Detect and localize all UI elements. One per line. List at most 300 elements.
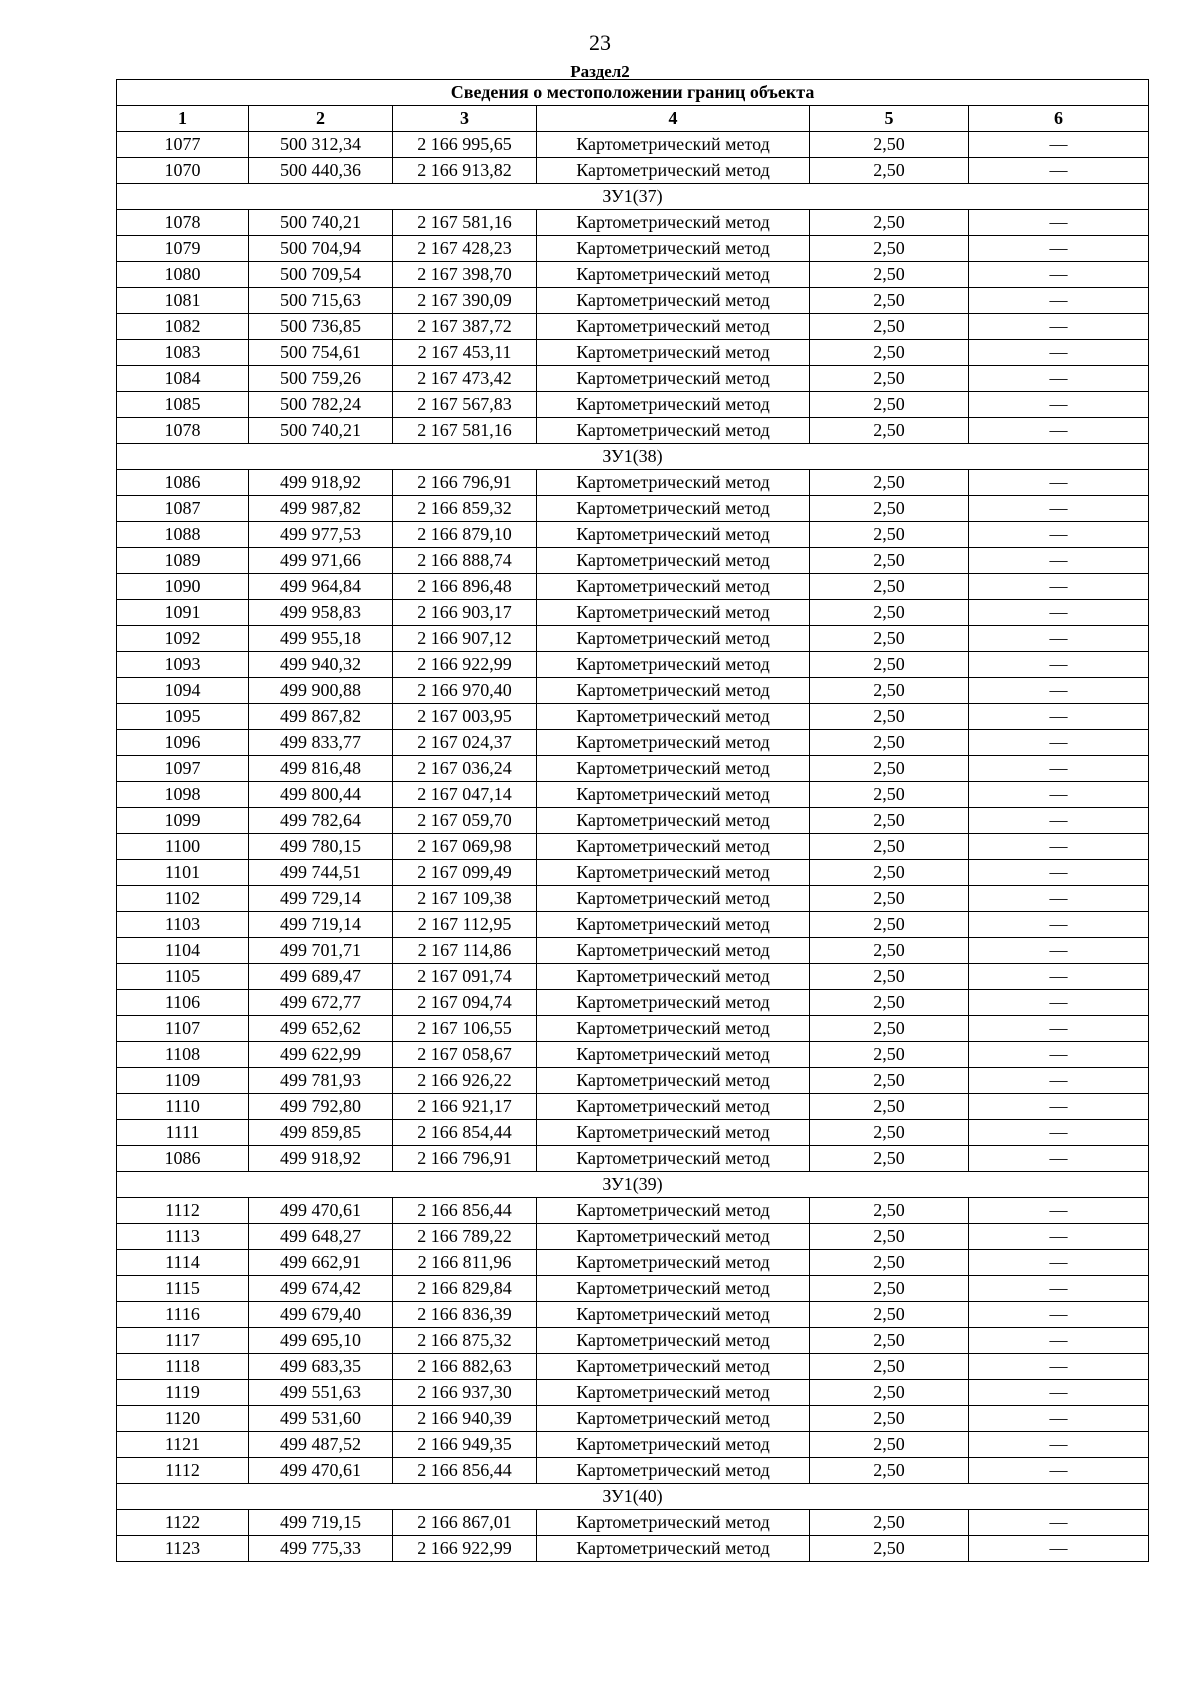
y-coordinate-cell: 2 166 903,17 xyxy=(393,600,537,626)
y-coordinate-cell: 2 167 106,55 xyxy=(393,1016,537,1042)
point-number-cell: 1113 xyxy=(117,1224,249,1250)
table-row xyxy=(117,574,1149,600)
accuracy-cell: 2,50 xyxy=(810,1328,969,1354)
table-row xyxy=(117,938,1149,964)
x-coordinate-cell: 499 695,10 xyxy=(249,1328,393,1354)
y-coordinate-cell: 2 167 114,86 xyxy=(393,938,537,964)
x-coordinate-cell: 499 683,35 xyxy=(249,1354,393,1380)
accuracy-cell: 2,50 xyxy=(810,288,969,314)
table-caption: Сведения о местоположении границ объекта xyxy=(117,80,1149,106)
x-coordinate-cell: 499 719,14 xyxy=(249,912,393,938)
boundary-table xyxy=(116,79,1149,1562)
x-coordinate-cell: 499 551,63 xyxy=(249,1380,393,1406)
y-coordinate-cell: 2 166 896,48 xyxy=(393,574,537,600)
description-cell: — xyxy=(969,704,1149,730)
method-cell: Картометрический метод xyxy=(537,496,810,522)
method-cell: Картометрический метод xyxy=(537,1458,810,1484)
table-row xyxy=(117,1146,1149,1172)
table-row xyxy=(117,990,1149,1016)
point-number-cell: 1084 xyxy=(117,366,249,392)
point-number-cell: 1112 xyxy=(117,1198,249,1224)
description-cell: — xyxy=(969,1042,1149,1068)
method-cell: Картометрический метод xyxy=(537,1276,810,1302)
x-coordinate-cell: 499 940,32 xyxy=(249,652,393,678)
accuracy-cell: 2,50 xyxy=(810,834,969,860)
point-number-cell: 1107 xyxy=(117,1016,249,1042)
table-row xyxy=(117,288,1149,314)
description-cell: — xyxy=(969,1536,1149,1562)
x-coordinate-cell: 499 987,82 xyxy=(249,496,393,522)
point-number-cell: 1081 xyxy=(117,288,249,314)
y-coordinate-cell: 2 166 922,99 xyxy=(393,1536,537,1562)
point-number-cell: 1099 xyxy=(117,808,249,834)
method-cell: Картометрический метод xyxy=(537,938,810,964)
x-coordinate-cell: 499 816,48 xyxy=(249,756,393,782)
accuracy-cell: 2,50 xyxy=(810,132,969,158)
table-row xyxy=(117,1250,1149,1276)
accuracy-cell: 2,50 xyxy=(810,886,969,912)
table-row xyxy=(117,1380,1149,1406)
accuracy-cell: 2,50 xyxy=(810,912,969,938)
table-row xyxy=(117,340,1149,366)
x-coordinate-cell: 499 775,33 xyxy=(249,1536,393,1562)
table-row xyxy=(117,1458,1149,1484)
description-cell: — xyxy=(969,626,1149,652)
group-label: ЗУ1(40) xyxy=(117,1484,1149,1510)
method-cell: Картометрический метод xyxy=(537,912,810,938)
group-label: ЗУ1(39) xyxy=(117,1172,1149,1198)
description-cell: — xyxy=(969,1094,1149,1120)
y-coordinate-cell: 2 166 907,12 xyxy=(393,626,537,652)
method-cell: Картометрический метод xyxy=(537,990,810,1016)
y-coordinate-cell: 2 166 922,99 xyxy=(393,652,537,678)
method-cell: Картометрический метод xyxy=(537,262,810,288)
description-cell: — xyxy=(969,1354,1149,1380)
description-cell: — xyxy=(969,1458,1149,1484)
table-row xyxy=(117,1276,1149,1302)
accuracy-cell: 2,50 xyxy=(810,366,969,392)
table-row xyxy=(117,522,1149,548)
y-coordinate-cell: 2 167 428,23 xyxy=(393,236,537,262)
method-cell: Картометрический метод xyxy=(537,418,810,444)
method-cell: Картометрический метод xyxy=(537,1380,810,1406)
accuracy-cell: 2,50 xyxy=(810,1432,969,1458)
point-number-cell: 1090 xyxy=(117,574,249,600)
point-number-cell: 1108 xyxy=(117,1042,249,1068)
y-coordinate-cell: 2 167 099,49 xyxy=(393,860,537,886)
point-number-cell: 1094 xyxy=(117,678,249,704)
table-row xyxy=(117,756,1149,782)
table-row xyxy=(117,1406,1149,1432)
point-number-cell: 1078 xyxy=(117,418,249,444)
x-coordinate-cell: 500 754,61 xyxy=(249,340,393,366)
description-cell: — xyxy=(969,418,1149,444)
description-cell: — xyxy=(969,288,1149,314)
method-cell: Картометрический метод xyxy=(537,886,810,912)
y-coordinate-cell: 2 167 109,38 xyxy=(393,886,537,912)
y-coordinate-cell: 2 166 926,22 xyxy=(393,1068,537,1094)
accuracy-cell: 2,50 xyxy=(810,1224,969,1250)
description-cell: — xyxy=(969,860,1149,886)
y-coordinate-cell: 2 166 854,44 xyxy=(393,1120,537,1146)
description-cell: — xyxy=(969,1250,1149,1276)
table-row xyxy=(117,496,1149,522)
description-cell: — xyxy=(969,1276,1149,1302)
y-coordinate-cell: 2 166 888,74 xyxy=(393,548,537,574)
accuracy-cell: 2,50 xyxy=(810,964,969,990)
y-coordinate-cell: 2 167 036,24 xyxy=(393,756,537,782)
method-cell: Картометрический метод xyxy=(537,1510,810,1536)
point-number-cell: 1080 xyxy=(117,262,249,288)
accuracy-cell: 2,50 xyxy=(810,1042,969,1068)
description-cell: — xyxy=(969,1120,1149,1146)
description-cell: — xyxy=(969,574,1149,600)
y-coordinate-cell: 2 166 937,30 xyxy=(393,1380,537,1406)
description-cell: — xyxy=(969,938,1149,964)
y-coordinate-cell: 2 166 970,40 xyxy=(393,678,537,704)
table-row xyxy=(117,1068,1149,1094)
x-coordinate-cell: 499 719,15 xyxy=(249,1510,393,1536)
description-cell: — xyxy=(969,262,1149,288)
method-cell: Картометрический метод xyxy=(537,678,810,704)
method-cell: Картометрический метод xyxy=(537,704,810,730)
point-number-cell: 1098 xyxy=(117,782,249,808)
x-coordinate-cell: 499 780,15 xyxy=(249,834,393,860)
point-number-cell: 1119 xyxy=(117,1380,249,1406)
table-row xyxy=(117,210,1149,236)
description-cell: — xyxy=(969,1016,1149,1042)
y-coordinate-cell: 2 167 003,95 xyxy=(393,704,537,730)
x-coordinate-cell: 499 648,27 xyxy=(249,1224,393,1250)
column-header: 2 xyxy=(249,106,393,132)
description-cell: — xyxy=(969,1068,1149,1094)
point-number-cell: 1111 xyxy=(117,1120,249,1146)
point-number-cell: 1091 xyxy=(117,600,249,626)
point-number-cell: 1101 xyxy=(117,860,249,886)
group-row xyxy=(117,1484,1149,1510)
accuracy-cell: 2,50 xyxy=(810,990,969,1016)
method-cell: Картометрический метод xyxy=(537,1198,810,1224)
description-cell: — xyxy=(969,1510,1149,1536)
y-coordinate-cell: 2 166 859,32 xyxy=(393,496,537,522)
accuracy-cell: 2,50 xyxy=(810,574,969,600)
point-number-cell: 1079 xyxy=(117,236,249,262)
method-cell: Картометрический метод xyxy=(537,392,810,418)
y-coordinate-cell: 2 166 836,39 xyxy=(393,1302,537,1328)
x-coordinate-cell: 500 440,36 xyxy=(249,158,393,184)
page-number: 23 xyxy=(589,30,611,55)
x-coordinate-cell: 499 958,83 xyxy=(249,600,393,626)
point-number-cell: 1082 xyxy=(117,314,249,340)
method-cell: Картометрический метод xyxy=(537,1328,810,1354)
point-number-cell: 1070 xyxy=(117,158,249,184)
method-cell: Картометрический метод xyxy=(537,210,810,236)
accuracy-cell: 2,50 xyxy=(810,418,969,444)
point-number-cell: 1102 xyxy=(117,886,249,912)
accuracy-cell: 2,50 xyxy=(810,496,969,522)
x-coordinate-cell: 499 470,61 xyxy=(249,1198,393,1224)
x-coordinate-cell: 499 918,92 xyxy=(249,470,393,496)
method-cell: Картометрический метод xyxy=(537,834,810,860)
point-number-cell: 1085 xyxy=(117,392,249,418)
x-coordinate-cell: 499 955,18 xyxy=(249,626,393,652)
table-row xyxy=(117,886,1149,912)
table-row xyxy=(117,834,1149,860)
method-cell: Картометрический метод xyxy=(537,626,810,652)
accuracy-cell: 2,50 xyxy=(810,314,969,340)
x-coordinate-cell: 499 744,51 xyxy=(249,860,393,886)
description-cell: — xyxy=(969,600,1149,626)
table-row xyxy=(117,600,1149,626)
point-number-cell: 1078 xyxy=(117,210,249,236)
point-number-cell: 1120 xyxy=(117,1406,249,1432)
accuracy-cell: 2,50 xyxy=(810,626,969,652)
table-row xyxy=(117,808,1149,834)
table-row xyxy=(117,626,1149,652)
point-number-cell: 1110 xyxy=(117,1094,249,1120)
method-cell: Картометрический метод xyxy=(537,548,810,574)
method-cell: Картометрический метод xyxy=(537,730,810,756)
description-cell: — xyxy=(969,1146,1149,1172)
accuracy-cell: 2,50 xyxy=(810,522,969,548)
accuracy-cell: 2,50 xyxy=(810,1406,969,1432)
y-coordinate-cell: 2 167 473,42 xyxy=(393,366,537,392)
y-coordinate-cell: 2 167 453,11 xyxy=(393,340,537,366)
description-cell: — xyxy=(969,1328,1149,1354)
point-number-cell: 1117 xyxy=(117,1328,249,1354)
table-row xyxy=(117,782,1149,808)
y-coordinate-cell: 2 167 094,74 xyxy=(393,990,537,1016)
x-coordinate-cell: 499 701,71 xyxy=(249,938,393,964)
method-cell: Картометрический метод xyxy=(537,756,810,782)
y-coordinate-cell: 2 166 879,10 xyxy=(393,522,537,548)
point-number-cell: 1093 xyxy=(117,652,249,678)
table-row xyxy=(117,1510,1149,1536)
y-coordinate-cell: 2 167 047,14 xyxy=(393,782,537,808)
x-coordinate-cell: 500 740,21 xyxy=(249,210,393,236)
method-cell: Картометрический метод xyxy=(537,236,810,262)
column-header-row xyxy=(117,106,1149,132)
description-cell: — xyxy=(969,834,1149,860)
accuracy-cell: 2,50 xyxy=(810,600,969,626)
method-cell: Картометрический метод xyxy=(537,314,810,340)
accuracy-cell: 2,50 xyxy=(810,158,969,184)
description-cell: — xyxy=(969,496,1149,522)
description-cell: — xyxy=(969,1302,1149,1328)
accuracy-cell: 2,50 xyxy=(810,1094,969,1120)
y-coordinate-cell: 2 167 058,67 xyxy=(393,1042,537,1068)
description-cell: — xyxy=(969,1432,1149,1458)
x-coordinate-cell: 499 964,84 xyxy=(249,574,393,600)
y-coordinate-cell: 2 166 796,91 xyxy=(393,470,537,496)
table-row xyxy=(117,1042,1149,1068)
table-row xyxy=(117,964,1149,990)
table-row xyxy=(117,704,1149,730)
table-row xyxy=(117,236,1149,262)
accuracy-cell: 2,50 xyxy=(810,1536,969,1562)
y-coordinate-cell: 2 166 829,84 xyxy=(393,1276,537,1302)
table-row xyxy=(117,1094,1149,1120)
description-cell: — xyxy=(969,964,1149,990)
x-coordinate-cell: 499 918,92 xyxy=(249,1146,393,1172)
table-row xyxy=(117,730,1149,756)
accuracy-cell: 2,50 xyxy=(810,262,969,288)
method-cell: Картометрический метод xyxy=(537,860,810,886)
description-cell: — xyxy=(969,990,1149,1016)
method-cell: Картометрический метод xyxy=(537,1016,810,1042)
point-number-cell: 1087 xyxy=(117,496,249,522)
accuracy-cell: 2,50 xyxy=(810,704,969,730)
x-coordinate-cell: 499 800,44 xyxy=(249,782,393,808)
description-cell: — xyxy=(969,912,1149,938)
accuracy-cell: 2,50 xyxy=(810,210,969,236)
method-cell: Картометрический метод xyxy=(537,470,810,496)
x-coordinate-cell: 499 662,91 xyxy=(249,1250,393,1276)
description-cell: — xyxy=(969,756,1149,782)
description-cell: — xyxy=(969,808,1149,834)
y-coordinate-cell: 2 166 796,91 xyxy=(393,1146,537,1172)
group-label: ЗУ1(38) xyxy=(117,444,1149,470)
description-cell: — xyxy=(969,548,1149,574)
y-coordinate-cell: 2 167 581,16 xyxy=(393,418,537,444)
method-cell: Картометрический метод xyxy=(537,366,810,392)
x-coordinate-cell: 499 679,40 xyxy=(249,1302,393,1328)
description-cell: — xyxy=(969,678,1149,704)
accuracy-cell: 2,50 xyxy=(810,860,969,886)
table-row xyxy=(117,314,1149,340)
description-cell: — xyxy=(969,158,1149,184)
method-cell: Картометрический метод xyxy=(537,1406,810,1432)
accuracy-cell: 2,50 xyxy=(810,1068,969,1094)
y-coordinate-cell: 2 166 995,65 xyxy=(393,132,537,158)
table-row xyxy=(117,860,1149,886)
method-cell: Картометрический метод xyxy=(537,1224,810,1250)
x-coordinate-cell: 499 622,99 xyxy=(249,1042,393,1068)
method-cell: Картометрический метод xyxy=(537,340,810,366)
x-coordinate-cell: 500 312,34 xyxy=(249,132,393,158)
description-cell: — xyxy=(969,340,1149,366)
method-cell: Картометрический метод xyxy=(537,652,810,678)
method-cell: Картометрический метод xyxy=(537,1094,810,1120)
table-row xyxy=(117,1432,1149,1458)
y-coordinate-cell: 2 167 387,72 xyxy=(393,314,537,340)
point-number-cell: 1092 xyxy=(117,626,249,652)
description-cell: — xyxy=(969,366,1149,392)
method-cell: Картометрический метод xyxy=(537,1250,810,1276)
method-cell: Картометрический метод xyxy=(537,1042,810,1068)
section-title: Раздел2 xyxy=(570,62,630,81)
point-number-cell: 1115 xyxy=(117,1276,249,1302)
accuracy-cell: 2,50 xyxy=(810,1354,969,1380)
point-number-cell: 1086 xyxy=(117,470,249,496)
description-cell: — xyxy=(969,886,1149,912)
point-number-cell: 1086 xyxy=(117,1146,249,1172)
accuracy-cell: 2,50 xyxy=(810,470,969,496)
table-row xyxy=(117,652,1149,678)
method-cell: Картометрический метод xyxy=(537,1146,810,1172)
column-header: 4 xyxy=(537,106,810,132)
y-coordinate-cell: 2 166 811,96 xyxy=(393,1250,537,1276)
accuracy-cell: 2,50 xyxy=(810,730,969,756)
y-coordinate-cell: 2 167 059,70 xyxy=(393,808,537,834)
group-row xyxy=(117,1172,1149,1198)
table-row xyxy=(117,678,1149,704)
x-coordinate-cell: 499 729,14 xyxy=(249,886,393,912)
description-cell: — xyxy=(969,1380,1149,1406)
point-number-cell: 1118 xyxy=(117,1354,249,1380)
accuracy-cell: 2,50 xyxy=(810,756,969,782)
table-row xyxy=(117,912,1149,938)
point-number-cell: 1083 xyxy=(117,340,249,366)
accuracy-cell: 2,50 xyxy=(810,678,969,704)
x-coordinate-cell: 500 715,63 xyxy=(249,288,393,314)
y-coordinate-cell: 2 166 875,32 xyxy=(393,1328,537,1354)
table-row xyxy=(117,548,1149,574)
accuracy-cell: 2,50 xyxy=(810,1276,969,1302)
x-coordinate-cell: 499 859,85 xyxy=(249,1120,393,1146)
method-cell: Картометрический метод xyxy=(537,574,810,600)
x-coordinate-cell: 500 704,94 xyxy=(249,236,393,262)
table-row xyxy=(117,418,1149,444)
method-cell: Картометрический метод xyxy=(537,288,810,314)
accuracy-cell: 2,50 xyxy=(810,1146,969,1172)
method-cell: Картометрический метод xyxy=(537,522,810,548)
x-coordinate-cell: 500 782,24 xyxy=(249,392,393,418)
table-row xyxy=(117,1120,1149,1146)
description-cell: — xyxy=(969,470,1149,496)
method-cell: Картометрический метод xyxy=(537,1068,810,1094)
point-number-cell: 1121 xyxy=(117,1432,249,1458)
table-row xyxy=(117,1198,1149,1224)
y-coordinate-cell: 2 167 398,70 xyxy=(393,262,537,288)
column-header: 3 xyxy=(393,106,537,132)
method-cell: Картометрический метод xyxy=(537,964,810,990)
point-number-cell: 1104 xyxy=(117,938,249,964)
y-coordinate-cell: 2 167 091,74 xyxy=(393,964,537,990)
x-coordinate-cell: 499 487,52 xyxy=(249,1432,393,1458)
x-coordinate-cell: 500 740,21 xyxy=(249,418,393,444)
table-caption-row xyxy=(117,80,1149,106)
accuracy-cell: 2,50 xyxy=(810,1250,969,1276)
y-coordinate-cell: 2 167 024,37 xyxy=(393,730,537,756)
point-number-cell: 1106 xyxy=(117,990,249,1016)
y-coordinate-cell: 2 166 867,01 xyxy=(393,1510,537,1536)
description-cell: — xyxy=(969,522,1149,548)
accuracy-cell: 2,50 xyxy=(810,236,969,262)
x-coordinate-cell: 499 689,47 xyxy=(249,964,393,990)
x-coordinate-cell: 499 672,77 xyxy=(249,990,393,1016)
description-cell: — xyxy=(969,236,1149,262)
table-row xyxy=(117,158,1149,184)
table-row xyxy=(117,470,1149,496)
y-coordinate-cell: 2 167 390,09 xyxy=(393,288,537,314)
y-coordinate-cell: 2 166 921,17 xyxy=(393,1094,537,1120)
group-label: ЗУ1(37) xyxy=(117,184,1149,210)
table-row xyxy=(117,1302,1149,1328)
x-coordinate-cell: 499 652,62 xyxy=(249,1016,393,1042)
table-row xyxy=(117,1224,1149,1250)
point-number-cell: 1097 xyxy=(117,756,249,782)
x-coordinate-cell: 499 833,77 xyxy=(249,730,393,756)
x-coordinate-cell: 499 531,60 xyxy=(249,1406,393,1432)
method-cell: Картометрический метод xyxy=(537,132,810,158)
table-row xyxy=(117,262,1149,288)
point-number-cell: 1112 xyxy=(117,1458,249,1484)
method-cell: Картометрический метод xyxy=(537,600,810,626)
y-coordinate-cell: 2 167 069,98 xyxy=(393,834,537,860)
y-coordinate-cell: 2 167 112,95 xyxy=(393,912,537,938)
table-row xyxy=(117,132,1149,158)
